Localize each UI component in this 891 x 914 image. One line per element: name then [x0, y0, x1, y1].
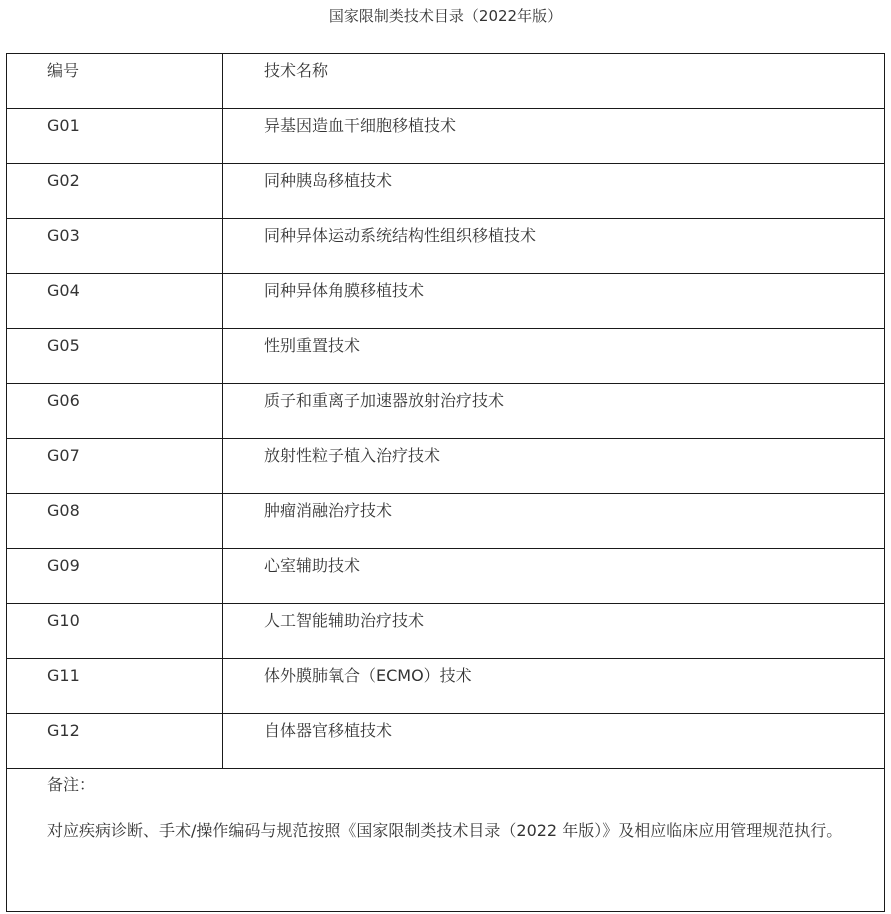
table-row [7, 604, 885, 659]
header-code: 编号 [7, 54, 223, 109]
row-code: G08 [7, 494, 223, 549]
table-row [7, 384, 885, 439]
row-name: 质子和重离子加速器放射治疗技术 [223, 384, 885, 439]
row-name: 肿瘤消融治疗技术 [223, 494, 885, 549]
row-code: G10 [7, 604, 223, 659]
table-row [7, 549, 885, 604]
table-row [7, 329, 885, 384]
table-row [7, 494, 885, 549]
table-row [7, 659, 885, 714]
row-code: G04 [7, 274, 223, 329]
table-header-row [7, 54, 885, 109]
page-title: 国家限制类技术目录（2022年版） [328, 7, 563, 25]
row-name: 自体器官移植技术 [223, 714, 885, 769]
table-row [7, 109, 885, 164]
row-name: 异基因造血干细胞移植技术 [223, 109, 885, 164]
remarks-cell [7, 769, 885, 912]
header-name: 技术名称 [223, 54, 885, 109]
remarks-label: 备注： [47, 775, 96, 794]
row-name: 放射性粒子植入治疗技术 [223, 439, 885, 494]
remarks-text: 对应疾病诊断、手术/操作编码与规范按照《国家限制类技术目录（2022 年版）》及相应临床应用管理规范执行。 [47, 821, 843, 840]
row-code: G09 [7, 549, 223, 604]
row-code: G03 [7, 219, 223, 274]
row-code: G12 [7, 714, 223, 769]
table-row [7, 714, 885, 769]
row-code: G01 [7, 109, 223, 164]
row-name: 人工智能辅助治疗技术 [223, 604, 885, 659]
table-row [7, 439, 885, 494]
row-name: 性别重置技术 [223, 329, 885, 384]
table-row [7, 274, 885, 329]
row-code: G02 [7, 164, 223, 219]
row-code: G05 [7, 329, 223, 384]
row-code: G11 [7, 659, 223, 714]
row-code: G07 [7, 439, 223, 494]
table-row [7, 164, 885, 219]
row-code: G06 [7, 384, 223, 439]
row-name: 同种异体运动系统结构性组织移植技术 [223, 219, 885, 274]
table-row [7, 219, 885, 274]
row-name: 心室辅助技术 [223, 549, 885, 604]
row-name: 同种胰岛移植技术 [223, 164, 885, 219]
remarks-row [7, 769, 885, 912]
row-name: 同种异体角膜移植技术 [223, 274, 885, 329]
row-name: 体外膜肺氧合（ECMO）技术 [223, 659, 885, 714]
technology-catalog-table [6, 53, 885, 912]
